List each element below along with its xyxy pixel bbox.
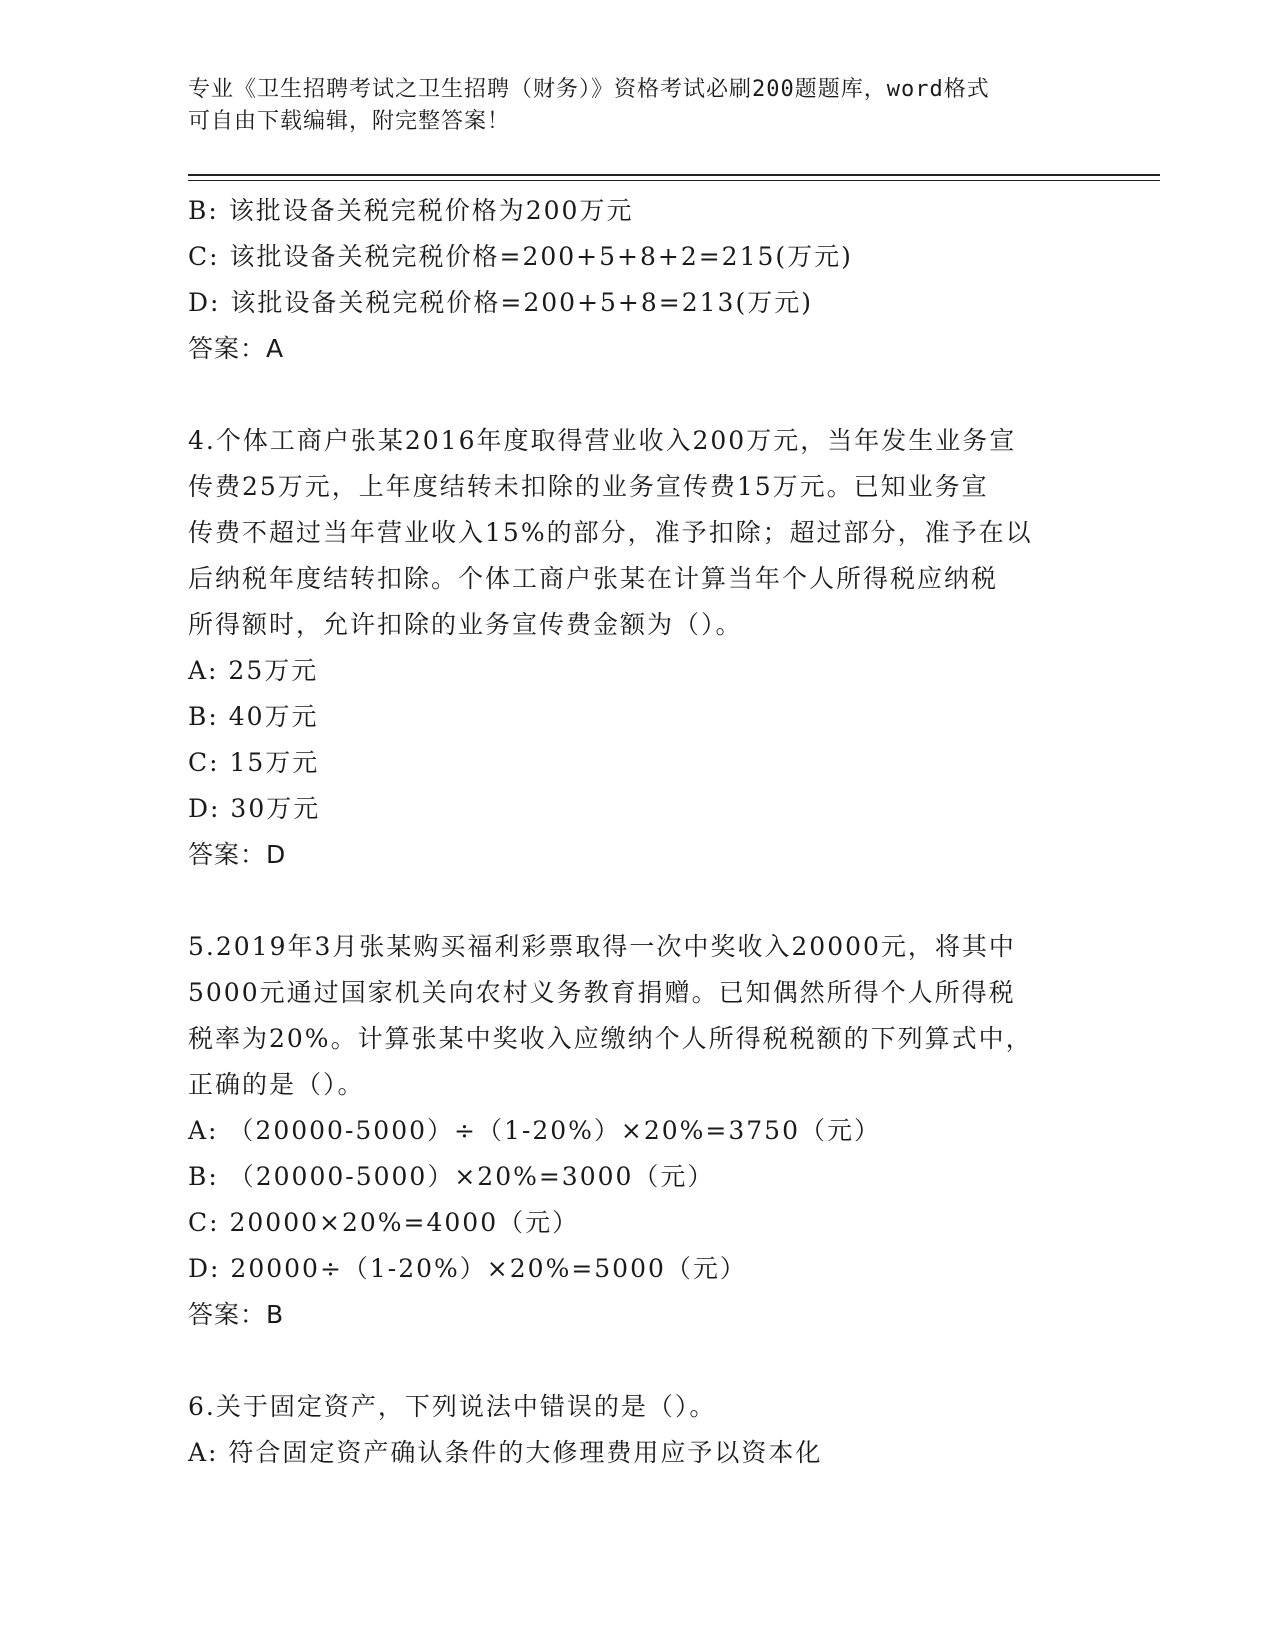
- header-line-2: 可自由下载编辑，附完整答案！: [188, 109, 511, 134]
- option-b: B: 该批设备关税完税价格为200万元: [188, 196, 634, 225]
- question-3-tail: [188, 188, 1088, 372]
- document-header: [188, 74, 1068, 138]
- option-a: A: 25万元: [188, 656, 319, 685]
- spacer: [188, 1338, 1088, 1384]
- option-d: D: 20000÷（1-20%）×20%=5000（元）: [188, 1254, 747, 1283]
- option-d: D: 30万元: [188, 794, 321, 823]
- header-line-1: 专业《卫生招聘考试之卫生招聘（财务）》资格考试必刷200题题库，word格式: [188, 77, 990, 102]
- answer-line: 答案：A: [188, 334, 285, 363]
- header-divider-thick: [188, 174, 1160, 176]
- question-stem-line: 4.个体工商户张某2016年度取得营业收入200万元，当年发生业务宣: [188, 426, 1017, 455]
- answer-line: 答案：B: [188, 1300, 285, 1329]
- question-stem-line: 6.关于固定资产，下列说法中错误的是（）。: [188, 1392, 717, 1421]
- option-b: B: 40万元: [188, 702, 319, 731]
- question-content: [188, 188, 1088, 1476]
- question-stem-line: 传费25万元，上年度结转未扣除的业务宣传费15万元。已知业务宣: [188, 472, 989, 501]
- option-c: C: 该批设备关税完税价格=200+5+8+2=215(万元): [188, 242, 853, 271]
- question-stem-line: 5000元通过国家机关向农村义务教育捐赠。已知偶然所得个人所得税: [188, 978, 1016, 1007]
- question-stem-line: 5.2019年3月张某购买福利彩票取得一次中奖收入20000元，将其中: [188, 932, 1016, 961]
- question-6: [188, 1384, 1088, 1476]
- question-stem-line: 后纳税年度结转扣除。个体工商户张某在计算当年个人所得税应纳税: [188, 564, 999, 593]
- option-c: C: 15万元: [188, 748, 320, 777]
- spacer: [188, 372, 1088, 418]
- option-a: A: （20000-5000）÷（1-20%）×20%=3750（元）: [188, 1116, 881, 1145]
- option-d: D: 该批设备关税完税价格=200+5+8=213(万元): [188, 288, 813, 317]
- question-4: [188, 418, 1088, 878]
- option-a: A: 符合固定资产确认条件的大修理费用应予以资本化: [188, 1438, 823, 1467]
- option-c: C: 20000×20%=4000（元）: [188, 1208, 580, 1237]
- spacer: [188, 878, 1088, 924]
- header-divider-thin: [188, 180, 1160, 181]
- question-stem-line: 所得额时，允许扣除的业务宣传费金额为（）。: [188, 610, 743, 639]
- answer-line: 答案：D: [188, 840, 287, 869]
- question-stem-line: 正确的是（）。: [188, 1070, 365, 1099]
- option-b: B: （20000-5000）×20%=3000（元）: [188, 1162, 715, 1191]
- question-stem-line: 传费不超过当年营业收入15%的部分，准予扣除；超过部分，准予在以: [188, 518, 1033, 547]
- question-stem-line: 税率为20%。计算张某中奖收入应缴纳个人所得税税额的下列算式中，: [188, 1024, 1033, 1053]
- question-5: [188, 924, 1088, 1338]
